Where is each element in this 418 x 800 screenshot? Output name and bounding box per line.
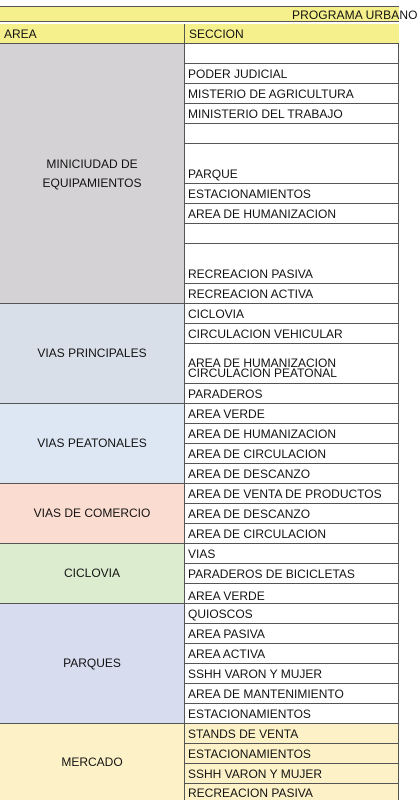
section-cell-blank	[185, 224, 399, 244]
area-cell-parques	[0, 604, 185, 724]
section-label: AREA DE VENTA DE PRODUCTOS	[188, 487, 382, 501]
section-label: PARADEROS DE BICICLETAS	[188, 567, 355, 581]
area-cell-vias-peatonales	[0, 404, 185, 484]
program-title: PROGRAMA URBANO	[292, 8, 418, 22]
section-label: PARQUE	[188, 167, 238, 181]
section-label: AREA VERDE	[188, 407, 265, 421]
section-label: PARADEROS	[188, 387, 263, 401]
section-cell	[185, 184, 399, 204]
section-cell	[185, 784, 399, 800]
section-label: AREA PASIVA	[188, 627, 265, 641]
section-label: SSHH VARON Y MUJER	[188, 767, 323, 781]
section-cell	[185, 104, 399, 124]
section-cell	[185, 524, 399, 544]
section-column-header	[185, 24, 399, 44]
section-label: AREA DE DESCANZO	[188, 467, 311, 481]
section-label: AREA VERDE	[188, 589, 265, 603]
area-cell-vias-de-comercio	[0, 484, 185, 544]
section-label: QUIOSCOS	[188, 607, 253, 621]
program-title-banner	[0, 6, 418, 22]
area-label: CICLOVIA	[63, 566, 120, 580]
area-column-header	[0, 24, 185, 44]
section-label: VIAS	[188, 547, 216, 561]
area-header-label: AREA	[4, 27, 37, 41]
section-cell	[185, 604, 399, 624]
section-cell	[185, 684, 399, 704]
section-label: RECREACION PASIVA	[188, 786, 313, 800]
area-label: VIAS DE COMERCIO	[33, 506, 151, 520]
section-cell	[185, 244, 399, 284]
area-label: PARQUES	[63, 656, 121, 670]
section-cell	[185, 704, 399, 724]
area-label: MINICIUDAD DE EQUIPAMIENTOS	[42, 156, 142, 190]
section-cell	[185, 204, 399, 224]
section-cell	[185, 624, 399, 644]
section-label: MINISTERIO DEL TRABAJO	[188, 107, 343, 121]
area-cell-ciclovia	[0, 544, 185, 604]
section-cell	[185, 564, 399, 584]
section-cell	[185, 284, 399, 304]
section-label: ESTACIONAMIENTOS	[188, 187, 311, 201]
section-label: PODER JUDICIAL	[188, 67, 288, 81]
section-cell	[185, 664, 399, 684]
section-cell-blank	[185, 124, 399, 144]
section-cell	[185, 404, 399, 424]
section-cell-overlap	[185, 344, 399, 384]
section-cell	[185, 384, 399, 404]
section-label: RECREACION ACTIVA	[188, 287, 314, 301]
section-label: AREA DE MANTENIMIENTO	[188, 687, 344, 701]
section-label: AREA DE HUMANIZACION	[188, 207, 337, 221]
section-label: CIRCULACION VEHICULAR	[188, 327, 343, 341]
section-label: ESTACIONAMIENTOS	[188, 747, 311, 761]
section-label: RECREACION PASIVA	[188, 267, 313, 281]
section-label: CICLOVIA	[188, 307, 245, 321]
area-label: VIAS PRINCIPALES	[37, 346, 147, 360]
section-cell	[185, 644, 399, 664]
area-cell-mercado	[0, 724, 185, 800]
section-label: AREA DE DESCANZO	[188, 507, 311, 521]
area-label: MERCADO	[61, 754, 123, 769]
section-label: STANDS DE VENTA	[188, 727, 299, 741]
section-cell	[185, 144, 399, 184]
section-label: AREA ACTIVA	[188, 647, 266, 661]
section-cell	[185, 424, 399, 444]
section-label: AREA DE CIRCULACION	[188, 447, 327, 461]
section-cell	[185, 724, 399, 744]
section-cell	[185, 544, 399, 564]
area-cell-vias-principales	[0, 304, 185, 404]
section-cell	[185, 64, 399, 84]
section-cell	[185, 444, 399, 464]
section-cell-blank	[185, 44, 399, 64]
section-cell	[185, 504, 399, 524]
section-label: CIRCULACION PEATONAL	[188, 366, 337, 380]
section-label: AREA DE HUMANIZACION	[188, 356, 337, 370]
section-header-label: SECCION	[189, 27, 244, 41]
section-label: MISTERIO DE AGRICULTURA	[188, 87, 354, 101]
section-label: AREA DE CIRCULACION	[188, 527, 327, 541]
section-cell	[185, 584, 399, 604]
section-cell	[185, 84, 399, 104]
section-cell	[185, 324, 399, 344]
area-cell-miniciudad	[0, 44, 185, 304]
section-label: AREA DE HUMANIZACION	[188, 427, 337, 441]
section-label: ESTACIONAMIENTOS	[188, 707, 311, 721]
area-label: VIAS PEATONALES	[37, 436, 147, 450]
section-cell	[185, 744, 399, 764]
section-cell	[185, 304, 399, 324]
section-cell	[185, 764, 399, 784]
section-label: SSHH VARON Y MUJER	[188, 667, 323, 681]
section-cell	[185, 484, 399, 504]
section-cell	[185, 464, 399, 484]
